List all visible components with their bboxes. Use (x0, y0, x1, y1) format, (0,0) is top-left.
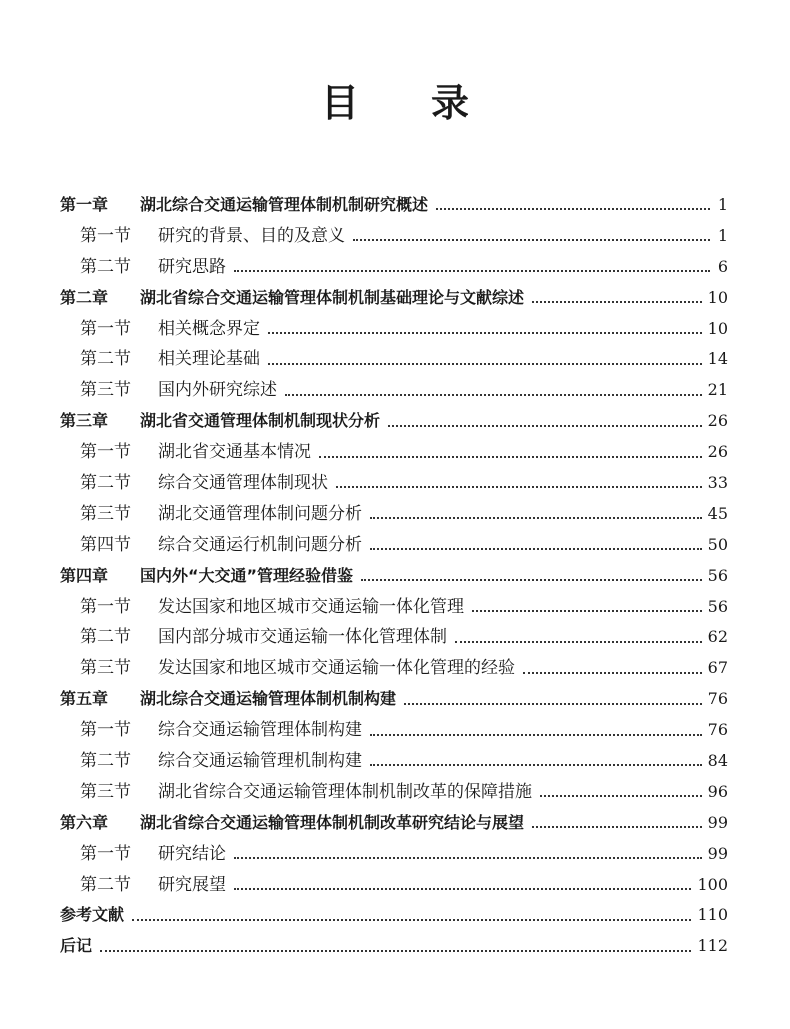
toc-section-entry[interactable] (60, 221, 728, 252)
toc-entry-number: 第三节 (80, 380, 131, 401)
toc-section-entry[interactable] (60, 468, 728, 499)
toc-entry-page-number: 76 (707, 720, 728, 740)
toc-entry-title: 国内外研究综述 (158, 380, 277, 401)
dot-leader (100, 950, 691, 952)
dot-leader (234, 857, 702, 859)
toc-section-entry[interactable] (60, 344, 728, 375)
dot-leader (523, 672, 702, 674)
toc-entry-number: 第五章 (60, 689, 109, 709)
toc-entry-title: 发达国家和地区城市交通运输一体化管理的经验 (158, 658, 515, 679)
toc-chapter-entry[interactable] (60, 684, 728, 715)
toc-entry-page-number: 21 (707, 380, 728, 400)
dot-leader (388, 425, 702, 427)
toc-entry-title: 综合交通运行机制问题分析 (158, 534, 362, 555)
toc-entry-number: 第六章 (60, 812, 109, 832)
toc-chapter-entry[interactable] (60, 190, 728, 221)
dot-leader (436, 208, 710, 210)
dot-leader (404, 703, 702, 705)
dot-leader (336, 486, 702, 488)
toc-entry-title: 研究思路 (158, 256, 226, 277)
toc-entry-page-number: 45 (707, 503, 728, 523)
toc-entry-number: 第二章 (60, 287, 109, 307)
toc-entry-title: 国内部分城市交通运输一体化管理体制 (158, 627, 447, 648)
toc-section-entry[interactable] (60, 314, 728, 345)
toc-entry-page-number: 14 (707, 349, 728, 369)
page-title (0, 72, 790, 127)
dot-leader (285, 394, 702, 396)
toc-entry-number: 第一章 (60, 195, 109, 214)
toc-entry-page-number: 26 (707, 442, 728, 462)
toc-entry-page-number: 99 (707, 812, 728, 832)
toc-entry-title: 研究结论 (158, 843, 226, 864)
toc-entry-page-number: 1 (717, 195, 728, 214)
toc-entry-title: 湖北综合交通运输管理体制机制构建 (140, 689, 397, 709)
toc-entry-number: 第三节 (80, 503, 131, 524)
toc-chapter-entry[interactable] (60, 900, 728, 931)
toc-entry-number: 第一节 (80, 596, 131, 617)
toc-entry-page-number: 76 (707, 689, 728, 709)
toc-chapter-entry[interactable] (60, 283, 728, 314)
dot-leader (353, 239, 710, 241)
toc-entry-number: 第四章 (60, 565, 109, 585)
dot-leader (268, 363, 702, 365)
dot-leader (361, 579, 702, 581)
toc-entry-number: 第一节 (80, 442, 131, 463)
toc-entry-page-number: 112 (697, 936, 728, 956)
toc-entry-number: 第一节 (80, 720, 131, 741)
dot-leader (370, 517, 702, 519)
toc-entry-number: 第二节 (80, 874, 131, 895)
toc-entry-number: 第二节 (80, 349, 131, 370)
toc-entry-page-number: 50 (707, 534, 728, 554)
page-title-char-1: 目 (320, 81, 359, 125)
toc-entry-title: 综合交通运输管理机制构建 (158, 751, 362, 772)
toc-entry-page-number: 26 (707, 411, 728, 431)
toc-chapter-entry[interactable] (60, 406, 728, 437)
toc-entry-page-number: 100 (697, 874, 728, 894)
toc-chapter-entry[interactable] (60, 808, 728, 839)
toc-section-entry[interactable] (60, 592, 728, 623)
toc-entry-page-number: 6 (717, 256, 728, 276)
toc-entry-page-number: 1 (717, 225, 728, 245)
toc-entry-page-number: 56 (707, 596, 728, 616)
toc-section-entry[interactable] (60, 715, 728, 746)
dot-leader (234, 888, 691, 890)
dot-leader (540, 795, 702, 797)
toc-entry-title: 湖北综合交通运输管理体制机制研究概述 (140, 195, 429, 214)
page-title-char-2: 录 (431, 81, 470, 125)
toc-entry-title: 国内外“大交通”管理经验借鉴 (140, 565, 354, 585)
toc-entry-page-number: 99 (707, 843, 728, 863)
toc-entry-title: 参考文献 (60, 905, 125, 925)
toc-section-entry[interactable] (60, 839, 728, 870)
dot-leader (319, 456, 702, 458)
toc-entry-number: 第二节 (80, 627, 131, 648)
toc-entry-page-number: 84 (707, 751, 728, 771)
toc-entry-page-number: 10 (707, 318, 728, 338)
toc-section-entry[interactable] (60, 777, 728, 808)
toc-entry-number: 第一节 (80, 318, 131, 339)
toc-entry-title: 综合交通管理体制现状 (158, 473, 328, 494)
toc-entry-title: 湖北交通管理体制问题分析 (158, 503, 362, 524)
toc-entry-title: 相关理论基础 (158, 349, 260, 370)
toc-entry-page-number: 62 (707, 627, 728, 647)
toc-entry-number: 第二节 (80, 751, 131, 772)
toc-entry-page-number: 67 (707, 658, 728, 678)
toc-entry-title: 后记 (60, 936, 93, 956)
dot-leader (532, 826, 702, 828)
toc-entry-number: 第一节 (80, 225, 131, 246)
toc-section-entry[interactable] (60, 653, 728, 684)
toc-entry-number: 第三节 (80, 658, 131, 679)
dot-leader (370, 548, 702, 550)
toc-entry-title: 综合交通运输管理体制构建 (158, 720, 362, 741)
toc-section-entry[interactable] (60, 375, 728, 406)
toc-section-entry[interactable] (60, 870, 728, 901)
toc-entry-number: 第三节 (80, 781, 131, 802)
toc-entry-title: 湖北省综合交通运输管理体制机制改革的保障措施 (158, 781, 532, 802)
toc-entry-number: 第二节 (80, 473, 131, 494)
dot-leader (234, 270, 710, 272)
toc-section-entry[interactable] (60, 252, 728, 283)
toc-entry-page-number: 33 (707, 473, 728, 493)
dot-leader (472, 610, 702, 612)
toc-section-entry[interactable] (60, 530, 728, 561)
toc-chapter-entry[interactable] (60, 561, 728, 592)
dot-leader (132, 919, 691, 921)
toc-entry-title: 湖北省综合交通运输管理体制机制基础理论与文献综述 (140, 287, 525, 307)
toc-entry-number: 第三章 (60, 411, 109, 431)
toc-entry-title: 湖北省交通管理体制机制现状分析 (140, 411, 381, 431)
dot-leader (370, 734, 702, 736)
toc-entry-page-number: 56 (707, 565, 728, 585)
toc-entry-number: 第二节 (80, 256, 131, 277)
toc-entry-title: 湖北省综合交通运输管理体制机制改革研究结论与展望 (140, 812, 525, 832)
dot-leader (532, 301, 702, 303)
table-of-contents (60, 190, 728, 962)
toc-entry-title: 相关概念界定 (158, 318, 260, 339)
dot-leader (268, 332, 702, 334)
toc-entry-number: 第一节 (80, 843, 131, 864)
toc-entry-page-number: 10 (707, 287, 728, 307)
toc-entry-title: 湖北省交通基本情况 (158, 442, 311, 463)
toc-entry-title: 发达国家和地区城市交通运输一体化管理 (158, 596, 464, 617)
dot-leader (370, 764, 702, 766)
dot-leader (455, 641, 702, 643)
toc-section-entry[interactable] (60, 437, 728, 468)
toc-entry-page-number: 96 (707, 781, 728, 801)
toc-section-entry[interactable] (60, 622, 728, 653)
toc-entry-number: 第四节 (80, 534, 131, 555)
toc-chapter-entry[interactable] (60, 931, 728, 962)
toc-section-entry[interactable] (60, 499, 728, 530)
toc-entry-title: 研究展望 (158, 874, 226, 895)
toc-section-entry[interactable] (60, 746, 728, 777)
toc-entry-page-number: 110 (697, 905, 728, 925)
toc-entry-title: 研究的背景、目的及意义 (158, 225, 345, 246)
